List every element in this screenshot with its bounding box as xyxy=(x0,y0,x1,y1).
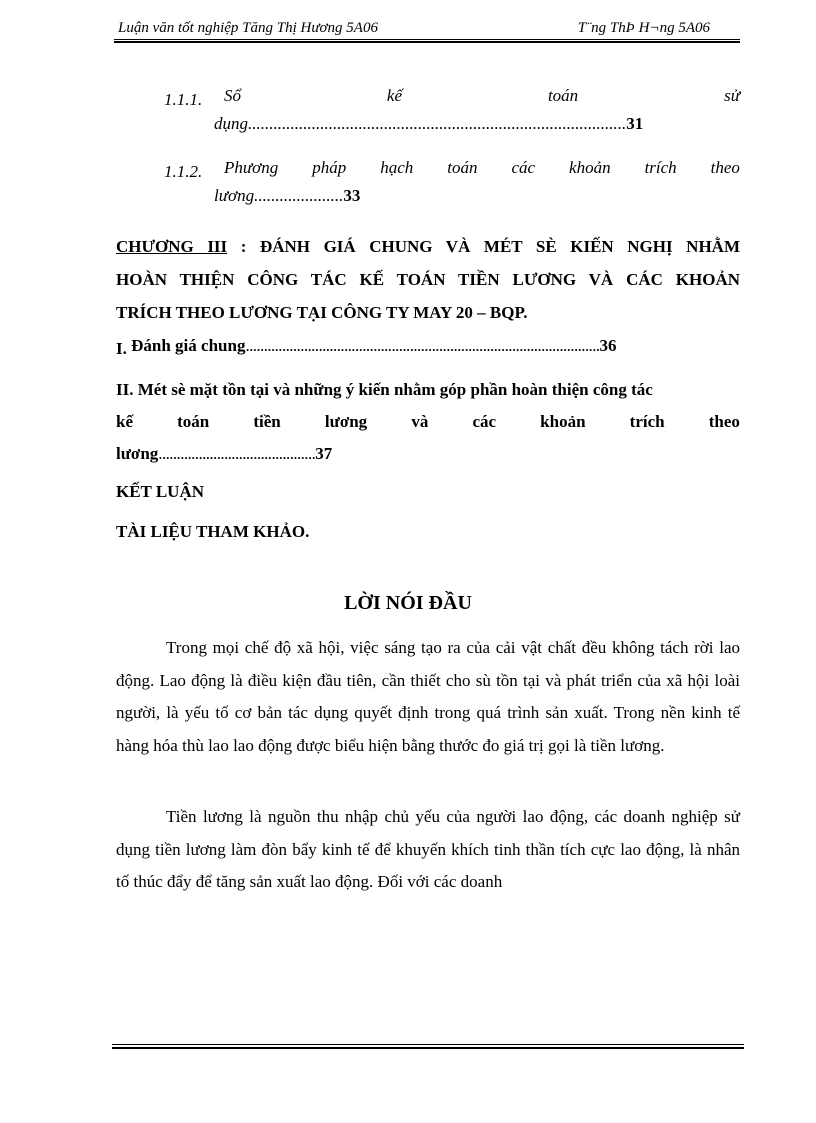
section-title-line1: II. Mét sè mặt tồn tại và những ý kiến nhằm góp phần hoàn thiện công tác xyxy=(116,380,653,399)
toc-word: toán xyxy=(177,412,210,431)
header-right-text: T¨ng ThÞ H¬ng 5A06 xyxy=(577,20,710,36)
toc-word: các xyxy=(472,412,497,431)
toc-cont: lương xyxy=(116,444,159,463)
toc-cont: dụng xyxy=(214,114,248,133)
page-header xyxy=(114,20,740,40)
toc-word: kế xyxy=(386,86,403,105)
toc-word: kế xyxy=(116,412,133,431)
toc-word: trích xyxy=(644,158,677,177)
intro-paragraph-1 xyxy=(116,632,740,762)
toc-item-number: 1.1.2. xyxy=(164,162,203,181)
toc-word: khoản xyxy=(569,158,611,177)
toc-word: Sổ xyxy=(224,86,241,105)
toc-chapter-3 xyxy=(116,230,740,329)
toc-word: sử xyxy=(724,86,740,105)
toc-conclusion: KẾT LUẬN xyxy=(116,482,205,501)
toc-item-1-1-2 xyxy=(164,158,740,218)
chapter-title-line3: TRÍCH THEO LƯƠNG TẠI CÔNG TY MAY 20 – BQP. xyxy=(116,303,528,322)
section-number: I. xyxy=(116,339,127,358)
toc-page-number: 33 xyxy=(343,186,361,205)
toc-section-2 xyxy=(116,374,740,470)
toc-word: theo xyxy=(708,412,740,431)
toc-dots: ......................................................................................... xyxy=(248,114,627,133)
toc-word: trích xyxy=(629,412,665,431)
header-left-text: Luận văn tốt nghiệp Tăng Thị Hương 5A06 xyxy=(118,20,378,36)
toc-references: TÀI LIỆU THAM KHẢO. xyxy=(116,522,310,541)
footer-rule-thick xyxy=(112,1047,744,1049)
toc-page-number: 37 xyxy=(315,444,333,463)
chapter-title-line1: : ĐÁNH GIÁ CHUNG VÀ MÉT SÈ KIẾN NGHỊ NHẰM xyxy=(227,237,740,256)
section-title: Đánh giá chung xyxy=(131,336,246,355)
toc-page-number: 31 xyxy=(626,114,644,133)
toc-word: lương xyxy=(324,412,368,431)
paragraph-text: Tiền lương là nguồn thu nhập chủ yếu của người lao động, các doanh nghiệp sử dụng tiền lương làm đòn bẩy kinh tế để khuyến khích tinh thần tích cực lao động, là nhân tố thúc đẩy để tăng sản xuất lao động. Đối với các doanh xyxy=(116,807,740,891)
chapter-title-line2: HOÀN THIỆN CÔNG TÁC KẾ TOÁN TIỀN LƯƠNG VÀ CÁC KHOẢN xyxy=(116,270,740,289)
paragraph-text: Trong mọi chế độ xã hội, việc sáng tạo ra của cải vật chất đều không tách rời lao động. Lao động là điều kiện đầu tiên, cần thiết cho sù tồn tại và phát triển của xã hội loài người, là yếu tố cơ bản tác dụng quyết định trong quá trình sản xuất. Trong nền kinh tế hàng hóa thù lao lao động được biểu hiện bằng thước đo giá trị gọi là tiền lương. xyxy=(116,638,740,755)
footer-rule xyxy=(112,1044,744,1045)
toc-word: các xyxy=(511,158,536,177)
toc-word: Phương xyxy=(224,158,279,177)
toc-item-1-1-1 xyxy=(164,86,740,146)
toc-word: pháp xyxy=(312,158,347,177)
toc-word: toán xyxy=(547,86,579,105)
chapter-label: CHƯƠNG III xyxy=(116,237,228,256)
toc-word: hạch xyxy=(380,158,414,177)
toc-page-number: 36 xyxy=(599,336,617,355)
toc-word: và xyxy=(411,412,429,431)
toc-word: theo xyxy=(710,158,740,177)
header-rule-thick xyxy=(114,41,740,43)
intro-paragraph-2 xyxy=(116,801,740,899)
header-rule xyxy=(114,39,740,40)
toc-dots: ................................................................................................. xyxy=(245,336,600,355)
toc-word: tiền xyxy=(253,412,281,431)
toc-item-number: 1.1.1. xyxy=(164,90,203,109)
toc-word: khoản xyxy=(540,412,586,431)
toc-cont: lương xyxy=(214,186,255,205)
toc-dots: ........................................... xyxy=(158,444,316,463)
toc-dots: ..................... xyxy=(254,186,344,205)
toc-word: toán xyxy=(447,158,478,177)
toc-section-1 xyxy=(116,336,740,356)
intro-title: LỜI NÓI ĐẦU xyxy=(344,592,472,614)
